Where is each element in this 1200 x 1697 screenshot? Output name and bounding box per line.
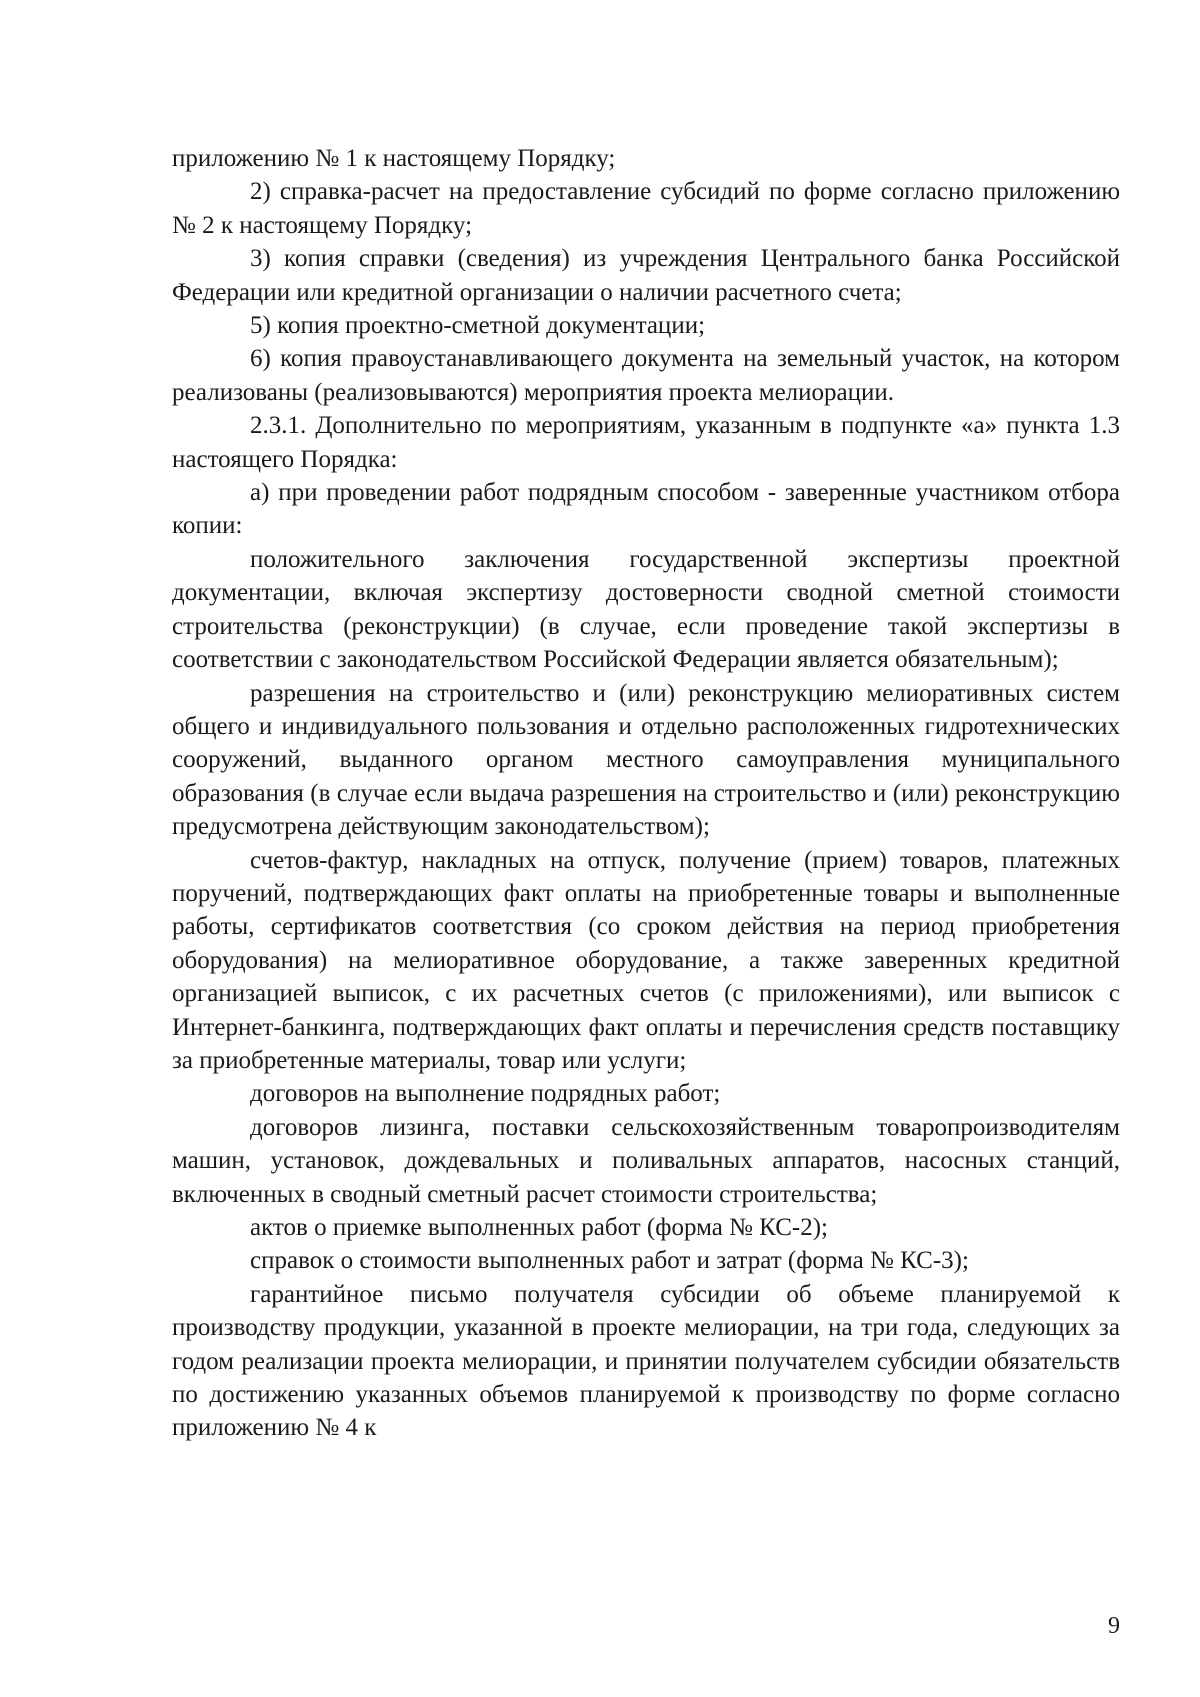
paragraph-2: 2) справка-расчет на предоставление субсидий по форме согласно приложению № 2 к настоящему Порядку; [172, 178, 1120, 239]
paragraph-11: договоров на выполнение подрядных работ; [250, 1080, 721, 1108]
paragraph-5: 6) копия правоустанавливающего документа на земельный участок, на котором реализованы (реализовываются) мероприятия проекта мелиорации. [172, 345, 1120, 406]
page-number: 9 [1108, 1613, 1120, 1639]
paragraph-14: справок о стоимости выполненных работ и затрат (форма № КС-3); [250, 1247, 969, 1275]
paragraph-4: 5) копия проектно-сметной документации; [250, 312, 706, 340]
paragraph-3: 3) копия справки (сведения) из учреждения Центрального банка Российской Федерации или кредитной организации о наличии расчетного счета; [172, 245, 1120, 306]
paragraph-7: а) при проведении работ подрядным способом - заверенные участником отбора копии: [172, 479, 1120, 540]
paragraph-12: договоров лизинга, поставки сельскохозяйственным товаропроизводителям машин, установок, дождевальных и поливальных аппаратов, насосных станций, включенных в сводный сметный расчет стоимости строительства; [172, 1113, 1120, 1208]
paragraph-1: приложению № 1 к настоящему Порядку; [172, 145, 616, 172]
paragraph-6: 2.3.1. Дополнительно по мероприятиям, указанным в подпункте «а» пункта 1.3 настоящего Порядка: [172, 412, 1120, 473]
document-body [172, 142, 1120, 1445]
paragraph-8: положительного заключения государственной экспертизы проектной документации, включая экспертизу достоверности сводной сметной стоимости строительства (реконструкции) (в случае, если проведение такой экспертизы в соответствии с законодательством Российской Федерации является обязательным); [172, 545, 1120, 674]
paragraph-9: разрешения на строительство и (или) реконструкцию мелиоративных систем общего и индивидуального пользования и отдельно расположенных гидротехнических сооружений, выданного органом местного самоуправления муниципального образования (в случае если выдача разрешения на строительство и (или) реконструкцию предусмотрена действующим законодательством); [172, 679, 1120, 841]
paragraph-15: гарантийное письмо получателя субсидии об объеме планируемой к производству продукции, указанной в проекте мелиорации, на три года, следующих за годом реализации проекта мелиорации, и принятии получателем субсидии обязательств по достижению указанных объемов планируемой к производству по форме согласно приложению № 4 к [172, 1280, 1120, 1442]
paragraph-10: счетов-фактур, накладных на отпуск, получение (прием) товаров, платежных поручений, подтверждающих факт оплаты на приобретенные товары и выполненные работы, сертификатов соответствия (со сроком действия на период приобретения оборудования) на мелиоративное оборудование, а также заверенных кредитной организацией выписок, с их расчетных счетов (с приложениями), или выписок с Интернет-банкинга, подтверждающих факт оплаты и перечисления средств поставщику за приобретенные материалы, товар или услуги; [172, 846, 1120, 1074]
paragraph-13: актов о приемке выполненных работ (форма № КС-2); [250, 1214, 828, 1241]
